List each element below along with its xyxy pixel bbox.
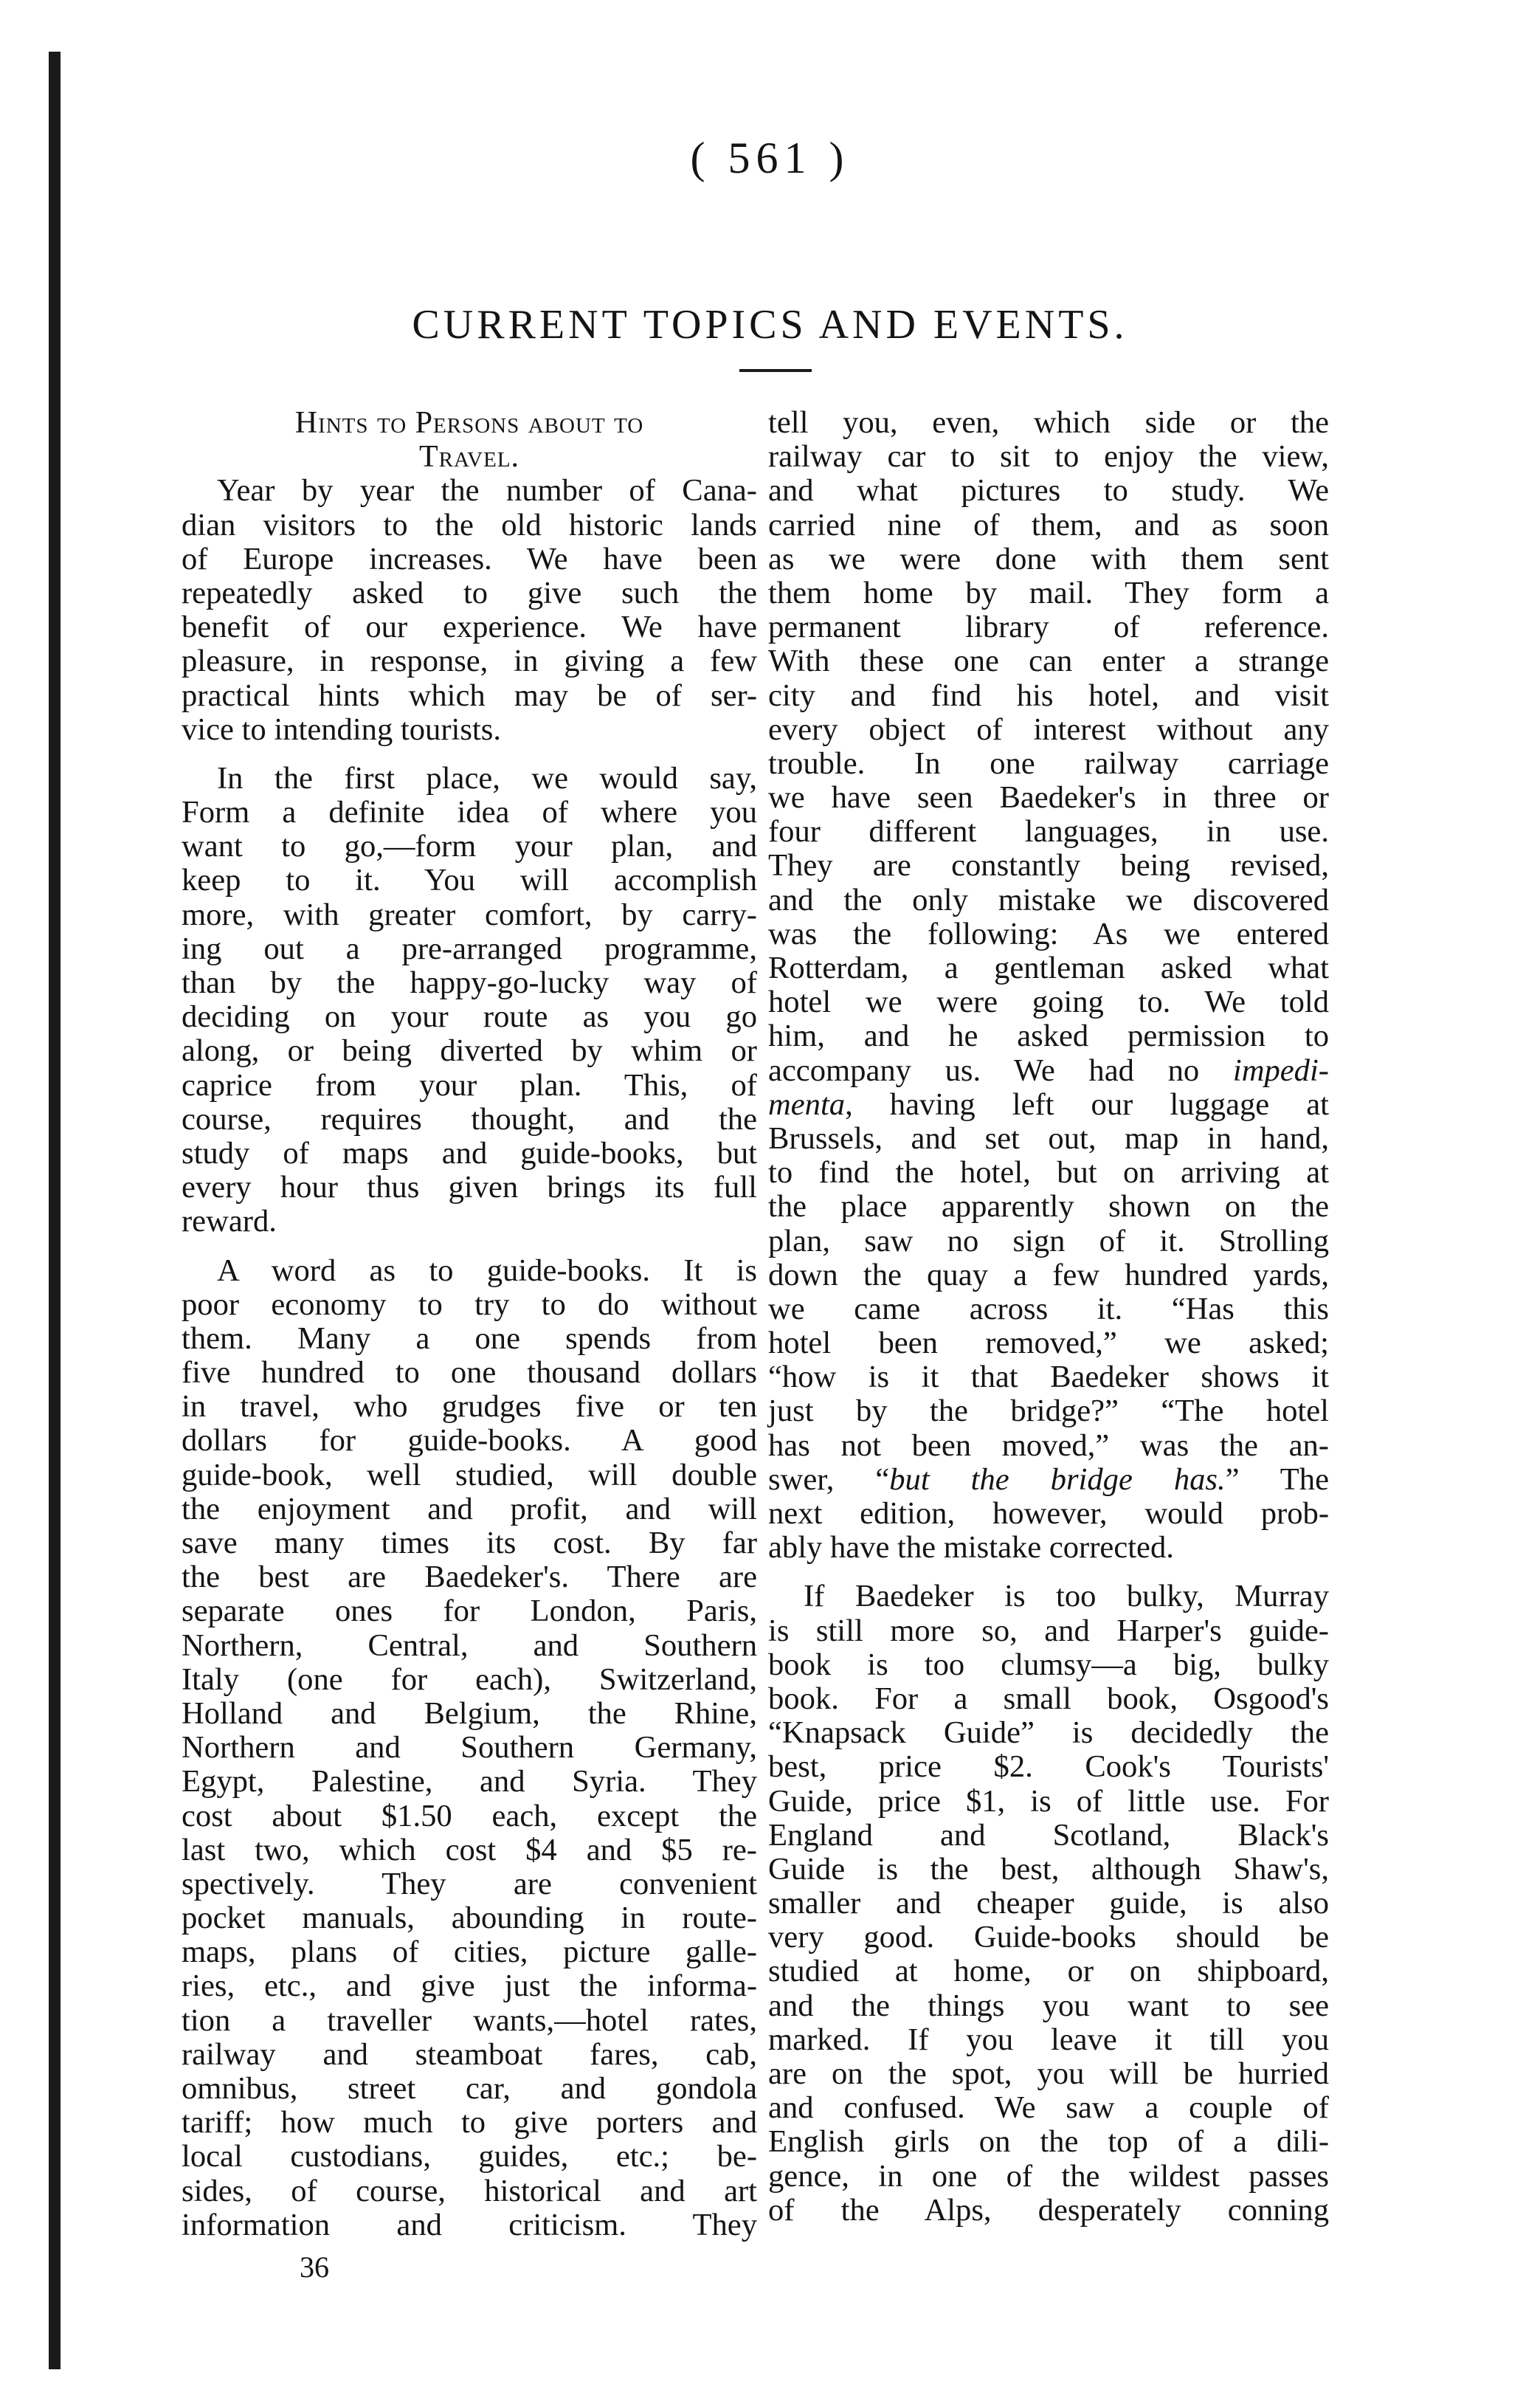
text-line: Form a definite idea of where you (182, 795, 757, 830)
text-line: caprice from your plan. This, of (182, 1067, 757, 1103)
text-line: “how is it that Baedeker shows it (768, 1360, 1329, 1395)
text-line: ries, etc., and give just the informa- (182, 1968, 757, 2004)
text-line: “Knapsack Guide” is decidedly the (768, 1715, 1329, 1751)
text-line: Rotterdam, a gentleman asked what (768, 951, 1329, 985)
article-heading-line: Hints to Persons about to (294, 406, 644, 440)
right-column (768, 406, 1329, 2228)
text-line: cost about $1.50 each, except the (182, 1798, 757, 1833)
text-line: very good. Guide-books should be (768, 1920, 1329, 1955)
text-line: tell you, even, which side or the (768, 405, 1329, 440)
text-line: menta, having left our luggage at (768, 1086, 1329, 1122)
text-line: in travel, who grudges five or ten (182, 1389, 757, 1425)
text-line: keep to it. You will accomplish (182, 863, 757, 898)
text-line: Year by year the number of Cana- (217, 473, 757, 509)
text-line: smaller and cheaper guide, is also (768, 1886, 1329, 1921)
article-heading-line: Travel. (418, 440, 520, 475)
text-line: just by the bridge?” “The hotel (768, 1394, 1329, 1429)
text-line: maps, plans of cities, picture galle- (182, 1935, 757, 1970)
text-line: are on the spot, you will be hurried (768, 2056, 1329, 2091)
text-line: every object of interest without any (768, 712, 1329, 747)
text-line: If Baedeker is too bulky, Murray (804, 1579, 1329, 1614)
text-line: ably have the mistake corrected. (768, 1530, 1174, 1566)
text-line: hotel been removed,” we asked; (768, 1326, 1329, 1361)
text-line: dollars for guide-books. A good (182, 1423, 757, 1458)
text-line: book. For a small book, Osgood's (768, 1681, 1329, 1716)
text-line: save many times its cost. By far (182, 1526, 757, 1560)
text-line: of Europe increases. We have been (182, 541, 757, 576)
text-line: sides, of course, historical and art (182, 2173, 757, 2208)
text-line: and the only mistake we discovered (768, 882, 1329, 917)
text-line: and what pictures to study. We (768, 473, 1329, 509)
text-line: dian visitors to the old historic lands (182, 507, 757, 542)
text-line: them home by mail. They form a (768, 575, 1329, 610)
text-line: down the quay a few hundred yards, (768, 1257, 1329, 1292)
text-line: A word as to guide-books. It is (217, 1253, 757, 1288)
text-line: Italy (one for each), Switzerland, (182, 1661, 757, 1697)
text-line: trouble. In one railway carriage (768, 745, 1329, 781)
text-line: marked. If you leave it till you (768, 2022, 1329, 2057)
title-rule (739, 369, 812, 372)
text-line: studied at home, or on shipboard, (768, 1954, 1329, 1989)
text-line: Northern and Southern Germany, (182, 1730, 757, 1766)
text-line: pocket manuals, abounding in route- (182, 1901, 757, 1936)
text-line: next edition, however, would prob- (768, 1496, 1329, 1531)
text-line: plan, saw no sign of it. Strolling (768, 1223, 1329, 1258)
text-line: we have seen Baedeker's in three or (768, 780, 1329, 816)
text-line: him, and he asked permission to (768, 1019, 1329, 1054)
text-line: Holland and Belgium, the Rhine, (182, 1695, 757, 1731)
text-line: Guide, price $1, is of little use. For (768, 1783, 1329, 1819)
text-line: five hundred to one thousand dollars (182, 1355, 757, 1391)
text-line: study of maps and guide-books, but (182, 1135, 757, 1171)
text-line: vice to intending tourists. (182, 712, 501, 747)
text-line: permanent library of reference. (768, 610, 1329, 645)
text-line: the best are Baedeker's. There are (182, 1560, 757, 1595)
text-line: and confused. We saw a couple of (768, 2090, 1329, 2126)
text-line: to find the hotel, but on arriving at (768, 1155, 1329, 1191)
text-line: Egypt, Palestine, and Syria. They (182, 1764, 757, 1799)
text-line: course, requires thought, and the (182, 1101, 757, 1137)
text-line: as we were done with them sent (768, 541, 1329, 576)
text-line: practical hints which may be of ser- (182, 678, 757, 713)
text-line: spectively. They are convenient (182, 1866, 757, 1901)
text-line: In the first place, we would say, (217, 760, 757, 796)
text-line: carried nine of them, and as soon (768, 507, 1329, 542)
text-line: railway car to sit to enjoy the view, (768, 439, 1329, 475)
text-line: want to go,—form your plan, and (182, 829, 757, 864)
left-column (182, 406, 757, 2242)
text-line: Brussels, and set out, map in hand, (768, 1120, 1329, 1156)
text-line: benefit of our experience. We have (182, 610, 757, 645)
paragraph-gap (182, 1239, 757, 1254)
text-line: them. Many a one spends from (182, 1320, 757, 1356)
text-line: railway and steamboat fares, cab, (182, 2036, 757, 2072)
text-line: pleasure, in response, in giving a few (182, 644, 757, 679)
text-line: hotel we were going to. We told (768, 985, 1329, 1020)
text-line: ing out a pre-arranged programme, (182, 931, 757, 966)
text-line: best, price $2. Cook's Tourists' (768, 1749, 1329, 1785)
text-line: local custodians, guides, etc.; be- (182, 2139, 757, 2174)
text-line: last two, which cost $4 and $5 re- (182, 1832, 757, 1867)
text-line: omnibus, street car, and gondola (182, 2071, 757, 2106)
text-line: information and criticism. They (182, 2207, 757, 2242)
paragraph-gap (182, 747, 757, 762)
text-line: more, with greater comfort, by carry- (182, 897, 757, 932)
text-line: tariff; how much to give porters and (182, 2105, 757, 2140)
text-line: deciding on your route as you go (182, 999, 757, 1035)
text-line: the place apparently shown on the (768, 1189, 1329, 1224)
text-line: England and Scotland, Black's (768, 1817, 1329, 1853)
text-line: separate ones for London, Paris, (182, 1594, 757, 1629)
signature-mark: 36 (300, 2250, 329, 2284)
text-line: repeatedly asked to give such the (182, 575, 757, 610)
text-line: poor economy to try to do without (182, 1286, 757, 1322)
text-line: four different languages, in use. (768, 814, 1329, 850)
binding-edge (49, 52, 61, 2369)
text-line: of the Alps, desperately conning (768, 2192, 1329, 2228)
text-line: reward. (182, 1204, 277, 1239)
text-line: we came across it. “Has this (768, 1291, 1329, 1326)
text-line: along, or being diverted by whim or (182, 1033, 757, 1069)
text-line: With these one can enter a strange (768, 644, 1329, 679)
text-line: swer, “but the bridge has.” The (768, 1461, 1330, 1497)
text-line: They are constantly being revised, (768, 848, 1329, 884)
text-line: Northern, Central, and Southern (182, 1628, 757, 1663)
text-line: is still more so, and Harper's guide- (768, 1613, 1329, 1648)
text-line: than by the happy-go-lucky way of (182, 965, 757, 1000)
text-line: Guide is the best, although Shaw's, (768, 1851, 1329, 1887)
text-line: was the following: As we entered (768, 916, 1329, 951)
text-line: guide-book, well studied, will double (182, 1457, 757, 1492)
paragraph-gap (768, 1565, 1329, 1580)
text-line: the enjoyment and profit, and will (182, 1491, 757, 1526)
text-line: book is too clumsy—a big, bulky (768, 1647, 1329, 1682)
text-line: tion a traveller wants,—hotel rates, (182, 2002, 757, 2038)
page-number: ( 561 ) (690, 134, 850, 182)
section-title: CURRENT TOPICS AND EVENTS. (412, 302, 1128, 348)
text-line: every hour thus given brings its full (182, 1170, 757, 1205)
text-line: city and find his hotel, and visit (768, 678, 1329, 713)
text-line: and the things you want to see (768, 1988, 1329, 2023)
text-line: English girls on the top of a dili- (768, 2124, 1329, 2160)
text-line: gence, in one of the wildest passes (768, 2158, 1329, 2194)
text-line: accompany us. We had no impedi- (768, 1053, 1329, 1088)
text-line: has not been moved,” was the an- (768, 1427, 1329, 1463)
